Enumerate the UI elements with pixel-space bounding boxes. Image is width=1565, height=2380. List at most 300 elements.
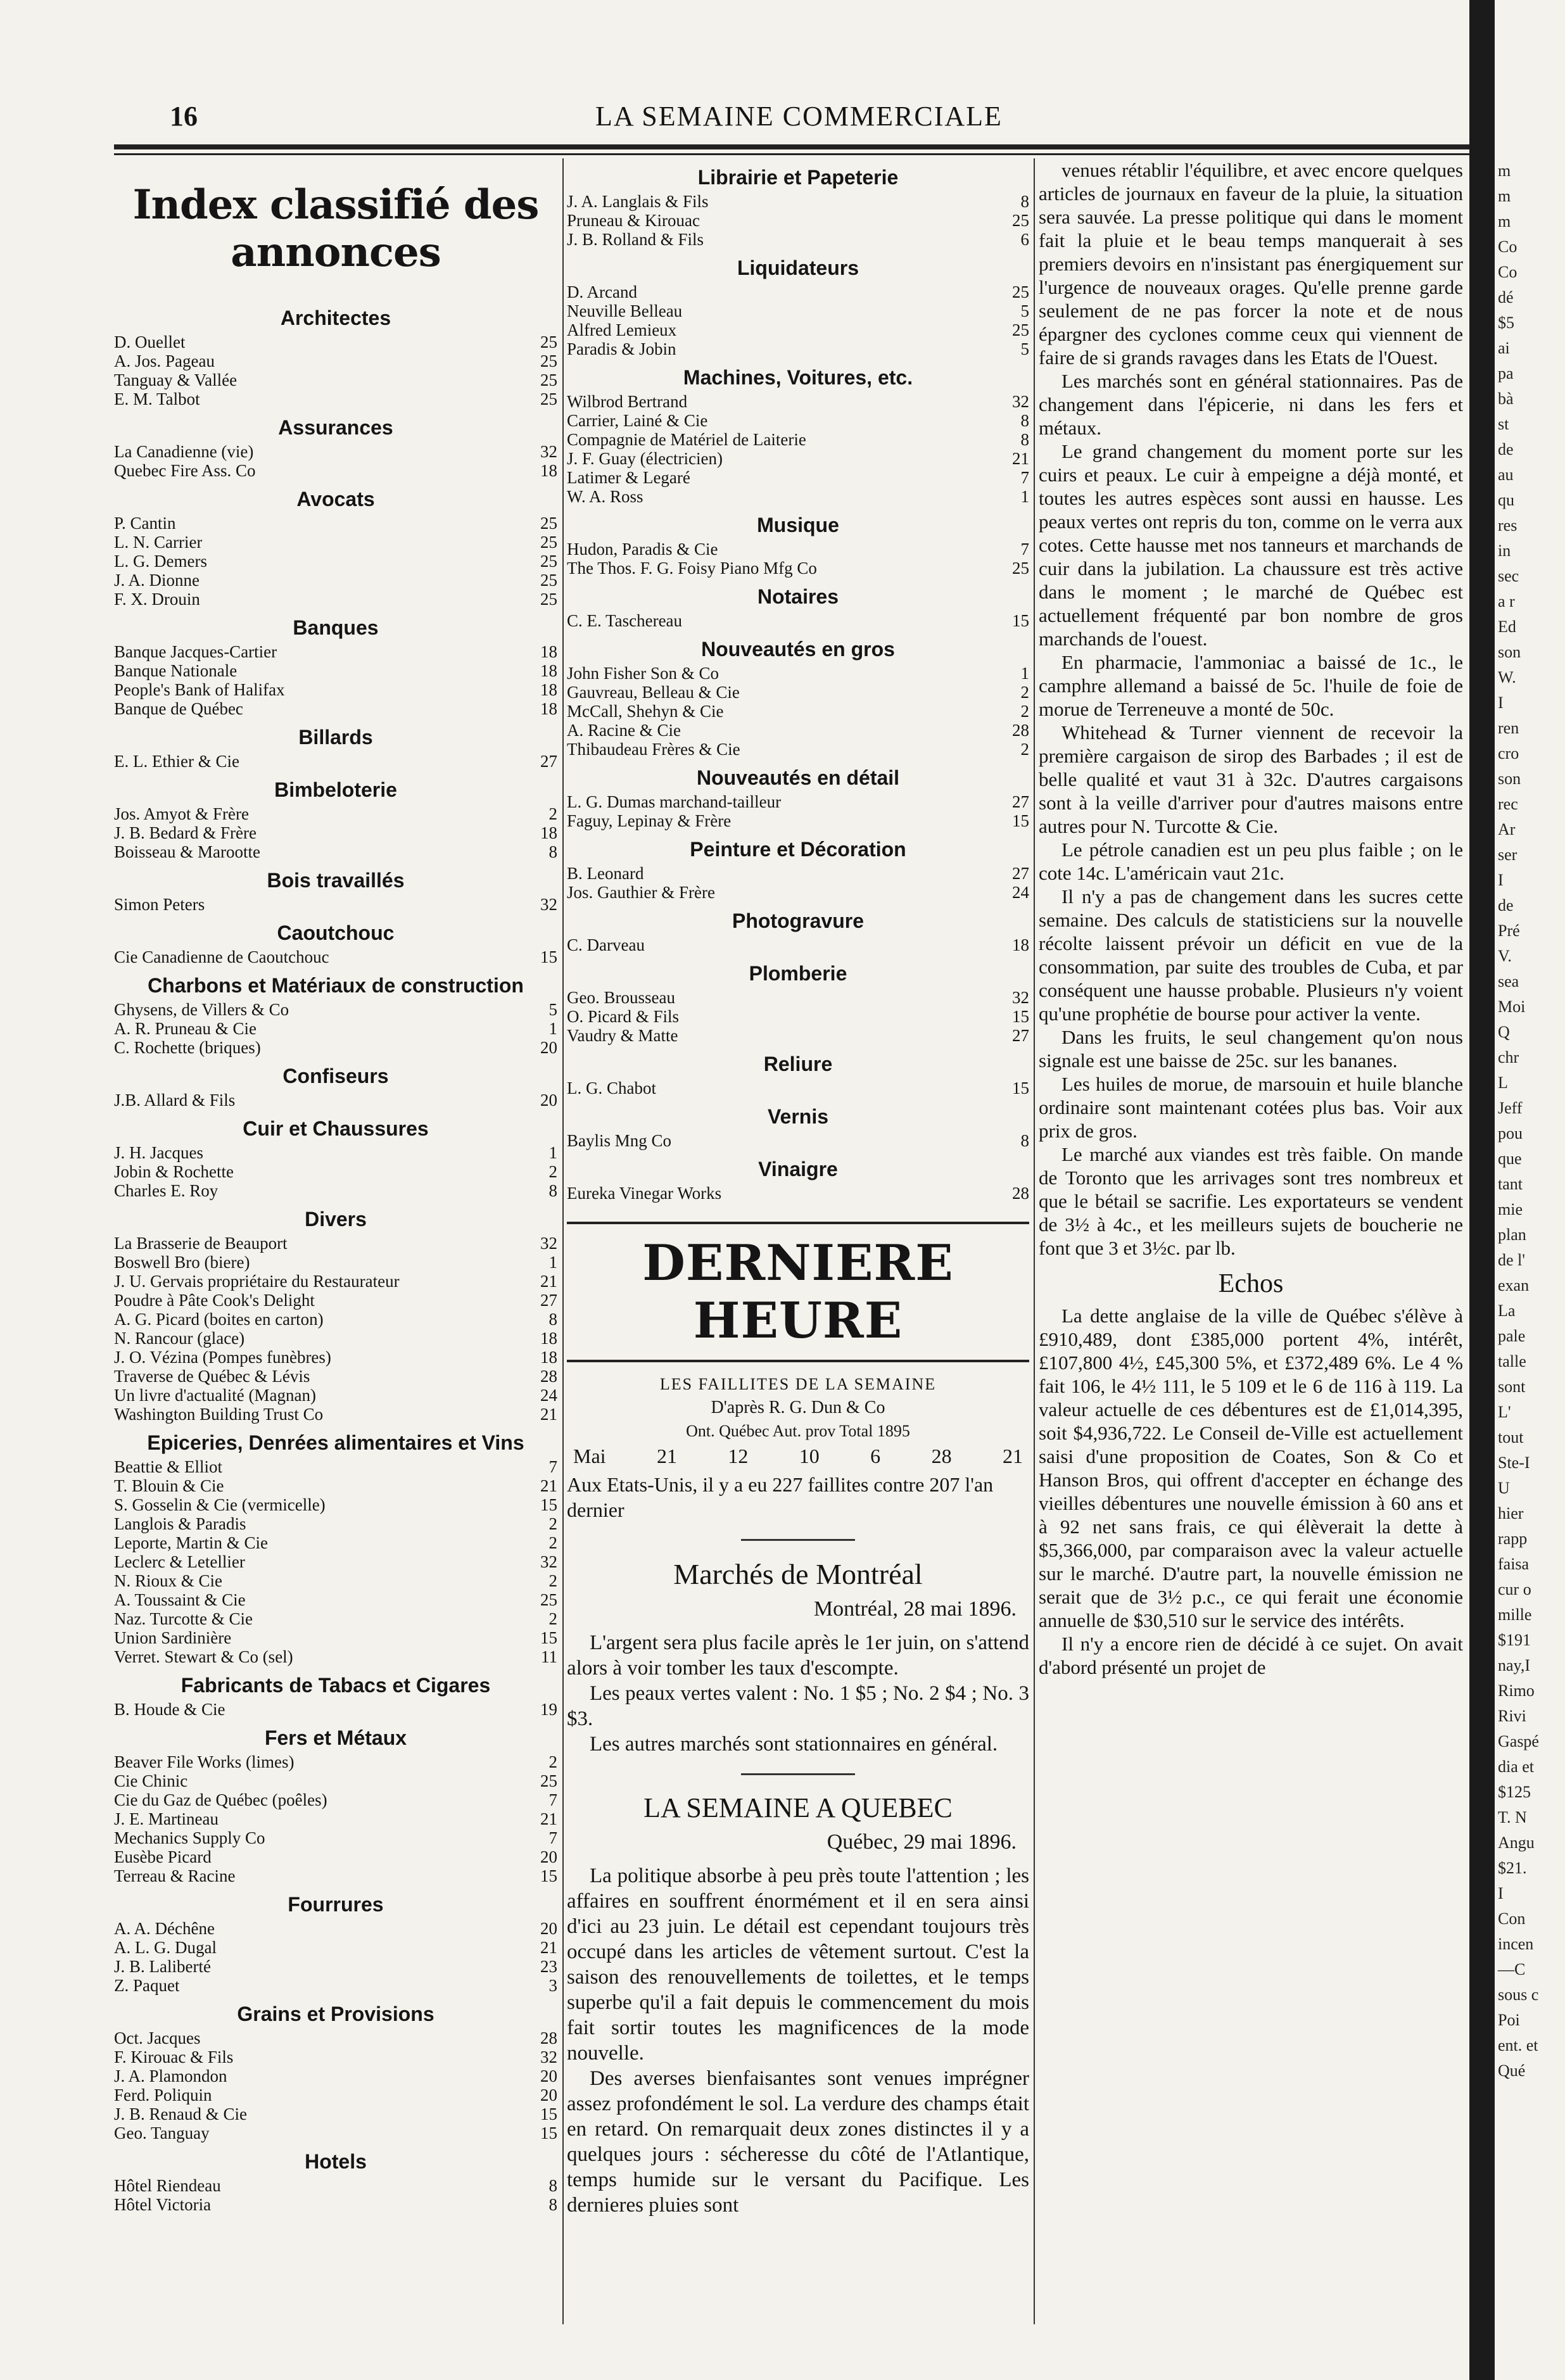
- index-entry: [114, 1790, 557, 1809]
- quebec-title: LA SEMAINE A QUEBEC: [643, 1792, 953, 1823]
- page-ref: 25: [540, 332, 557, 351]
- advertiser-name: Charles E. Roy: [114, 1181, 219, 1200]
- index-heading: Reliure: [763, 1053, 833, 1075]
- faillites-cell: Mai: [573, 1445, 606, 1467]
- advertiser-name: Jos. Amyot & Frère: [114, 804, 249, 823]
- page-ref: 20: [540, 1038, 557, 1057]
- page-ref: 8: [548, 1310, 557, 1329]
- index-heading: Confiseurs: [282, 1065, 389, 1087]
- index-entry: [114, 1367, 557, 1386]
- page-ref: 25: [1012, 559, 1029, 578]
- page-ref: 15: [540, 1628, 557, 1647]
- advertiser-name: Ghysens, de Villers & Co: [114, 1000, 289, 1019]
- advertiser-name: S. Gosselin & Cie (vermicelle): [114, 1495, 326, 1514]
- index-entry: [114, 842, 557, 861]
- fragment-word: $5: [1498, 313, 1514, 332]
- advertiser-name: Washington Building Trust Co: [114, 1405, 324, 1424]
- page-ref: 20: [540, 1919, 557, 1938]
- advertiser-name: Hudon, Paradis & Cie: [567, 540, 718, 559]
- page-ref: 15: [540, 947, 557, 966]
- page-ref: 8: [548, 842, 557, 861]
- page-ref: 21: [540, 1476, 557, 1495]
- index-heading: Avocats: [296, 488, 375, 510]
- page-header: [114, 95, 1495, 133]
- quebec-date: Québec, 29 mai 1896.: [827, 1830, 1017, 1854]
- fragment-word: hier: [1498, 1504, 1524, 1522]
- index-entry: [114, 1234, 557, 1253]
- advertiser-name: Union Sardinière: [114, 1628, 232, 1647]
- advertiser-name: C. Darveau: [567, 935, 645, 954]
- advertiser-name: A. A. Déchêne: [114, 1919, 215, 1938]
- page-ref: 32: [540, 895, 557, 914]
- index-entry: [114, 1752, 557, 1771]
- index-entry: [114, 1181, 557, 1200]
- index-heading: Vernis: [767, 1105, 829, 1128]
- page-ref: 8: [1020, 1131, 1029, 1150]
- fragment-word: dé: [1498, 288, 1514, 307]
- page-ref: 18: [540, 1329, 557, 1348]
- fragment-word: tant: [1498, 1175, 1523, 1193]
- advertiser-name: W. A. Ross: [567, 487, 643, 506]
- advertiser-name: Carrier, Lainé & Cie: [567, 411, 708, 430]
- fragment-word: rec: [1498, 795, 1518, 813]
- advertiser-name: F. X. Drouin: [114, 590, 200, 609]
- index-entry: [114, 1272, 557, 1291]
- index-entry: [114, 680, 557, 699]
- index-entry: [567, 883, 1029, 902]
- page-ref: 25: [540, 533, 557, 552]
- advertiser-name: Ferd. Poliquin: [114, 2086, 212, 2105]
- fragment-word: m: [1498, 212, 1511, 231]
- page-ref: 18: [1012, 935, 1029, 954]
- index-entry: [114, 1533, 557, 1552]
- page-ref: 32: [1012, 392, 1029, 411]
- page-ref: 20: [540, 2067, 557, 2086]
- page-ref: 18: [540, 461, 557, 480]
- index-entry: [114, 442, 557, 461]
- fragment-word: Q: [1498, 1023, 1510, 1041]
- advertiser-name: J. F. Guay (électricien): [567, 449, 723, 468]
- page-ref: 15: [1012, 611, 1029, 630]
- advertiser-name: C. Rochette (briques): [114, 1038, 261, 1057]
- advertiser-name: Latimer & Legaré: [567, 468, 690, 487]
- advertiser-name: A. Toussaint & Cie: [114, 1590, 246, 1609]
- advertiser-name: J. B. Renaud & Cie: [114, 2105, 247, 2124]
- fragment-word: cur o: [1498, 1580, 1531, 1598]
- article-paragraph: Il n'y a encore rien de décidé à ce sujet. On avait d'abord présenté un projet de: [1039, 1633, 1463, 1678]
- advertiser-name: D. Arcand: [567, 282, 637, 301]
- fragment-word: nay,I: [1498, 1656, 1531, 1674]
- advertiser-name: Traverse de Québec & Lévis: [114, 1367, 310, 1386]
- index-entry: [567, 559, 1029, 578]
- column-divider: [1034, 158, 1035, 2324]
- index-entry: [114, 1310, 557, 1329]
- index-entry: [114, 590, 557, 609]
- advertiser-name: La Canadienne (vie): [114, 442, 254, 461]
- page-ref: 3: [548, 1976, 557, 1995]
- page-ref: 5: [1020, 339, 1029, 358]
- index-entry: [114, 351, 557, 370]
- index-heading: Assurances: [278, 416, 393, 439]
- index-heading: Photogravure: [732, 909, 865, 932]
- page-ref: 2: [548, 1609, 557, 1628]
- index-title: Index classifié des annonces: [132, 181, 539, 276]
- faillites-cell: 10: [799, 1445, 820, 1467]
- index-column-2: [567, 158, 1029, 2218]
- index-entry: [567, 339, 1029, 358]
- fragment-word: Poi: [1498, 2011, 1520, 2029]
- index-entry: [114, 2176, 557, 2195]
- advertiser-name: Jos. Gauthier & Frère: [567, 883, 715, 902]
- advertiser-name: A. L. G. Dugal: [114, 1938, 217, 1957]
- advertiser-name: Z. Paquet: [114, 1976, 180, 1995]
- fragment-word: au: [1498, 465, 1514, 484]
- index-entry: [114, 332, 557, 351]
- fragment-word: bà: [1498, 389, 1514, 408]
- index-entry: [114, 1348, 557, 1367]
- index-heading: Billards: [298, 726, 373, 749]
- index-heading: Machines, Voitures, etc.: [683, 366, 913, 389]
- fragment-word: Rimo: [1498, 1681, 1535, 1700]
- advertiser-name: Langlois & Paradis: [114, 1514, 246, 1533]
- fragment-word: pa: [1498, 364, 1514, 383]
- index-entry: [567, 864, 1029, 883]
- index-entry: [567, 320, 1029, 339]
- index-entry: [114, 1647, 557, 1666]
- index-heading: Notaires: [757, 585, 839, 608]
- page-ref: 8: [548, 2176, 557, 2195]
- index-entry: [114, 1828, 557, 1847]
- advertiser-name: Cie du Gaz de Québec (poêles): [114, 1790, 327, 1809]
- advertiser-name: A. Racine & Cie: [567, 721, 681, 740]
- montreal-date: Montréal, 28 mai 1896.: [813, 1597, 1017, 1621]
- column-divider: [562, 158, 564, 2324]
- index-heading: Nouveautés en détail: [696, 766, 900, 789]
- page-ref: 32: [540, 1234, 557, 1253]
- echos-title: Echos: [1218, 1269, 1284, 1298]
- advertiser-name: L. G. Dumas marchand-tailleur: [567, 792, 782, 811]
- faillites-cell: 21: [1002, 1445, 1023, 1467]
- fragment-word: Ar: [1498, 820, 1516, 839]
- advertiser-name: Eureka Vinegar Works: [567, 1184, 722, 1203]
- quebec-paragraph: Des averses bienfaisantes sont venues imprégner assez profondément le sol. La verdure des champs était en retard. On remarquait deux zones distinctes il y a quelques jours : sécheresse du côté de l'Atlantique, temps humide sur le versant du Pacifique. Les dernieres pluies sont: [567, 2067, 1029, 2217]
- advertiser-name: A. G. Picard (boites en carton): [114, 1310, 324, 1329]
- page-ref: 2: [1020, 683, 1029, 702]
- index-entry: [114, 661, 557, 680]
- advertiser-name: Eusèbe Picard: [114, 1847, 212, 1866]
- index-sections-2: [567, 166, 1029, 1203]
- page-ref: 28: [540, 1367, 557, 1386]
- advertiser-name: Hôtel Riendeau: [114, 2176, 221, 2195]
- advertiser-name: Geo. Brousseau: [567, 988, 675, 1007]
- page-ref: 2: [548, 1514, 557, 1533]
- index-heading: Plomberie: [749, 962, 847, 985]
- page-ref: 25: [540, 1590, 557, 1609]
- index-entry: [114, 1019, 557, 1038]
- page-ref: 27: [1012, 864, 1029, 883]
- quebec-paragraph: La politique absorbe à peu près toute l'attention ; les affaires en souffrent énormément et il en sera ainsi d'ici au 23 juin. Le détail est cependant toujours très occupé dans les articles de vêtement surtout. C'est la saison des renouvellements de toilettes, et le temps superbe qu'il a fait depuis le commencement du mois fait sortir toutes les magnificences de la mode nouvelle.: [567, 1864, 1029, 2065]
- article-paragraph: Dans les fruits, le seul changement qu'on nous signale est une baisse de 25c. sur les bananes.: [1039, 1026, 1463, 1072]
- index-entry: [114, 1866, 557, 1885]
- index-entry: [114, 1609, 557, 1628]
- advertiser-name: Thibaudeau Frères & Cie: [567, 740, 740, 759]
- page-ref: 25: [540, 571, 557, 590]
- index-entry: [567, 935, 1029, 954]
- advertiser-name: Geo. Tanguay: [114, 2124, 210, 2143]
- article-paragraph: Le pétrole canadien est un peu plus faible ; on le cote 14c. L'américain vaut 21c.: [1039, 839, 1463, 884]
- index-heading: Liquidateurs: [737, 256, 859, 279]
- adjacent-page-fragment: [1498, 158, 1561, 2084]
- index-entry: [114, 2105, 557, 2124]
- index-entry: [114, 1000, 557, 1019]
- index-entry: [114, 1291, 557, 1310]
- faillites-title: LES FAILLITES DE LA SEMAINE: [659, 1375, 937, 1393]
- fragment-word: pou: [1498, 1124, 1523, 1143]
- advertiser-name: J.B. Allard & Fils: [114, 1091, 236, 1110]
- article-paragraph: Il n'y a pas de changement dans les sucres cette semaine. Des calculs de statisticiens sur la nouvelle récolte laissent prévoir un déficit en vue de la consommation, par suite des troubles de Cuba, et par conséquent une hausse probable. Plusieurs n'y voient qu'une prophétie de bourse pour activer la vente.: [1039, 885, 1463, 1025]
- page-ref: 5: [1020, 301, 1029, 320]
- page-ref: 18: [540, 680, 557, 699]
- fragment-word: talle: [1498, 1352, 1526, 1370]
- index-heading: Bois travaillés: [267, 869, 405, 892]
- advertiser-name: People's Bank of Halifax: [114, 680, 285, 699]
- page-ref: 8: [548, 2195, 557, 2214]
- fragment-word: m: [1498, 161, 1511, 180]
- index-entry: [114, 752, 557, 771]
- page-ref: 21: [540, 1272, 557, 1291]
- fragment-word: m: [1498, 187, 1511, 205]
- page-ref: 2: [1020, 702, 1029, 721]
- index-entry: [114, 1847, 557, 1866]
- page-ref: 15: [540, 1866, 557, 1885]
- advertiser-name: Beattie & Elliot: [114, 1457, 222, 1476]
- index-entry: [567, 740, 1029, 759]
- page-ref: 32: [540, 2048, 557, 2067]
- index-entry: [114, 2029, 557, 2048]
- advertiser-name: Compagnie de Matériel de Laiterie: [567, 430, 806, 449]
- index-heading: Grains et Provisions: [237, 2003, 434, 2025]
- fragment-word: mille: [1498, 1605, 1532, 1624]
- index-heading: Fourrures: [288, 1893, 384, 1916]
- advertiser-name: Gauvreau, Belleau & Cie: [567, 683, 740, 702]
- index-entry: [114, 2067, 557, 2086]
- page-ref: 18: [540, 642, 557, 661]
- montreal-title: Marchés de Montréal: [673, 1558, 923, 1590]
- advertiser-name: Mechanics Supply Co: [114, 1828, 265, 1847]
- index-entry: [567, 392, 1029, 411]
- index-entry: [567, 282, 1029, 301]
- page-ref: 20: [540, 1847, 557, 1866]
- page-ref: 7: [1020, 468, 1029, 487]
- index-heading: Fers et Métaux: [264, 1726, 407, 1749]
- index-entry: [114, 1590, 557, 1609]
- fragment-word: Gaspé: [1498, 1732, 1539, 1750]
- page-ref: 15: [540, 2105, 557, 2124]
- advertiser-name: Quebec Fire Ass. Co: [114, 461, 256, 480]
- index-sections: [114, 307, 557, 2214]
- page-ref: 8: [1020, 192, 1029, 211]
- fragment-word: a r: [1498, 592, 1515, 611]
- montreal-paragraph: Les autres marchés sont stationnaires en général.: [590, 1733, 998, 1756]
- page-ref: 21: [540, 1809, 557, 1828]
- advertiser-name: Beaver File Works (limes): [114, 1752, 295, 1771]
- fragment-word: Moi: [1498, 997, 1526, 1016]
- fragment-word: Ste-I: [1498, 1453, 1530, 1472]
- fragment-word: sous c: [1498, 1985, 1539, 2004]
- page-ref: 15: [540, 1495, 557, 1514]
- fragment-word: ent. et: [1498, 2036, 1538, 2054]
- index-heading: Hotels: [305, 2150, 367, 2173]
- montreal-paragraph: L'argent sera plus facile après le 1er juin, on s'attend alors à voir tomber les taux d'escompte.: [567, 1631, 1029, 1680]
- page-ref: 25: [1012, 211, 1029, 230]
- fragment-word: Jeff: [1498, 1099, 1523, 1117]
- advertiser-name: A. R. Pruneau & Cie: [114, 1019, 257, 1038]
- index-entry: [114, 514, 557, 533]
- index-entry: [114, 552, 557, 571]
- advertiser-name: Cie Chinic: [114, 1771, 188, 1790]
- advertiser-name: John Fisher Son & Co: [567, 664, 719, 683]
- index-entry: [114, 370, 557, 389]
- index-entry: [114, 1476, 557, 1495]
- index-heading: Musique: [757, 514, 839, 536]
- index-heading: Architectes: [280, 307, 391, 329]
- index-entry: [114, 1143, 557, 1162]
- advertiser-name: Un livre d'actualité (Magnan): [114, 1386, 316, 1405]
- fragment-word: sec: [1498, 567, 1519, 585]
- advertiser-name: Banque de Québec: [114, 699, 243, 718]
- advertiser-name: Baylis Mng Co: [567, 1131, 672, 1150]
- faillites-note: Aux Etats-Unis, il y a eu 227 faillites contre 207 l'an dernier: [567, 1473, 994, 1521]
- fragment-word: L: [1498, 1073, 1508, 1092]
- index-heading: Fabricants de Tabacs et Cigares: [181, 1674, 491, 1697]
- advertiser-name: Wilbrod Bertrand: [567, 392, 688, 411]
- page-ref: 20: [540, 2086, 557, 2105]
- advertiser-name: Boisseau & Marootte: [114, 842, 260, 861]
- page-ref: 2: [548, 1752, 557, 1771]
- page-ref: 7: [1020, 540, 1029, 559]
- echos-article: [1039, 1304, 1463, 1679]
- fragment-word: tout: [1498, 1428, 1524, 1446]
- article-paragraph: Le marché aux viandes est très faible. On mande de Toronto que les arrivages sont tres nombreux et que le bétail se sacrifie. Les exportateurs se vendent de 3½ à 4c., et les meilleurs sujets de boucherie ne font que 3 et 3½c. par lb.: [1039, 1143, 1463, 1259]
- advertiser-name: J. U. Gervais propriétaire du Restaurateur: [114, 1272, 400, 1291]
- page-ref: 19: [540, 1700, 557, 1719]
- advertiser-name: D. Ouellet: [114, 332, 186, 351]
- page-ref: 27: [540, 752, 557, 771]
- separator: [741, 1773, 855, 1775]
- faillites-row: [567, 1445, 1029, 1468]
- index-entry: [567, 1131, 1029, 1150]
- fragment-word: ren: [1498, 719, 1519, 737]
- index-entry: [114, 1628, 557, 1647]
- page-ref: 7: [548, 1790, 557, 1809]
- advertiser-name: J. A. Langlais & Fils: [567, 192, 709, 211]
- advertiser-name: J. E. Martineau: [114, 1809, 219, 1828]
- faillites-cell: 6: [870, 1445, 881, 1467]
- advertiser-name: Banque Jacques-Cartier: [114, 642, 277, 661]
- page-ref: 25: [540, 590, 557, 609]
- page-ref: 15: [1012, 1007, 1029, 1026]
- advertiser-name: L. G. Chabot: [567, 1079, 656, 1098]
- index-entry: [567, 230, 1029, 249]
- index-entry: [114, 571, 557, 590]
- index-entry: [114, 389, 557, 408]
- index-entry: [567, 683, 1029, 702]
- page-ref: 7: [548, 1457, 557, 1476]
- index-entry: [114, 1386, 557, 1405]
- advertiser-name: B. Leonard: [567, 864, 644, 883]
- advertiser-name: Vaudry & Matte: [567, 1026, 678, 1045]
- fragment-word: son: [1498, 643, 1521, 661]
- advertiser-name: A. Jos. Pageau: [114, 351, 215, 370]
- header-rule-thin: [114, 153, 1495, 155]
- page-ref: 21: [1012, 449, 1029, 468]
- fragment-word: Co: [1498, 237, 1517, 256]
- index-heading: Cuir et Chaussures: [243, 1117, 429, 1140]
- advertiser-name: P. Cantin: [114, 514, 176, 533]
- page-ref: 15: [1012, 1079, 1029, 1098]
- advertiser-name: J. B. Laliberté: [114, 1957, 211, 1976]
- index-entry: [114, 2048, 557, 2067]
- advertiser-name: Leporte, Martin & Cie: [114, 1533, 268, 1552]
- advertiser-name: L. N. Carrier: [114, 533, 203, 552]
- index-entry: [114, 1771, 557, 1790]
- index-heading: Caoutchouc: [277, 921, 395, 944]
- fragment-word: res: [1498, 516, 1517, 535]
- index-entry: [567, 1026, 1029, 1045]
- page-ref: 8: [1020, 430, 1029, 449]
- index-entry: [114, 2195, 557, 2214]
- page-ref: 1: [1020, 664, 1029, 683]
- index-entry: [114, 947, 557, 966]
- advertiser-name: Oct. Jacques: [114, 2029, 201, 2048]
- index-entry: [114, 1957, 557, 1976]
- advertiser-name: J. H. Jacques: [114, 1143, 203, 1162]
- fragment-word: I: [1498, 871, 1504, 889]
- page-ref: 24: [540, 1386, 557, 1405]
- fragment-word: faisa: [1498, 1555, 1530, 1573]
- page-ref: 8: [1020, 411, 1029, 430]
- index-entry: [567, 411, 1029, 430]
- faillites-cell: 12: [728, 1445, 749, 1467]
- fragment-word: de: [1498, 440, 1514, 459]
- index-entry: [114, 1495, 557, 1514]
- index-entry: [567, 702, 1029, 721]
- index-entry: [114, 1038, 557, 1057]
- fragment-word: sont: [1498, 1377, 1526, 1396]
- fragment-word: $191: [1498, 1631, 1531, 1649]
- article-paragraph: Whitehead & Turner viennent de recevoir la première cargaison de sirop des Barbades ; il est de belle qualité et vaut 31 à 32c. D'autres cargaisons sont à la veille d'arriver pour d'autres maisons entre autres pour N. Turcotte & Cie.: [1039, 721, 1463, 837]
- fragment-word: in: [1498, 541, 1511, 560]
- faillites-source: D'après R. G. Dun & Co: [711, 1398, 885, 1417]
- fragment-word: cro: [1498, 744, 1519, 763]
- faillites-cell: 28: [931, 1445, 952, 1467]
- advertiser-name: Leclerc & Letellier: [114, 1552, 245, 1571]
- advertiser-name: Alfred Lemieux: [567, 320, 677, 339]
- advertiser-name: Banque Nationale: [114, 661, 238, 680]
- page-ref: 6: [1020, 230, 1029, 249]
- index-entry: [114, 1514, 557, 1533]
- page-ref: 20: [540, 1091, 557, 1110]
- fragment-word: rapp: [1498, 1529, 1528, 1548]
- index-heading: Epiceries, Denrées alimentaires et Vins: [147, 1431, 524, 1454]
- advertiser-name: J. B. Bedard & Frère: [114, 823, 257, 842]
- page-ref: 7: [548, 1828, 557, 1847]
- page-ref: 1: [1020, 487, 1029, 506]
- index-heading: Divers: [305, 1208, 367, 1231]
- fragment-word: incen: [1498, 1935, 1534, 1953]
- index-entry: [114, 1552, 557, 1571]
- fragment-word: Rivi: [1498, 1707, 1526, 1725]
